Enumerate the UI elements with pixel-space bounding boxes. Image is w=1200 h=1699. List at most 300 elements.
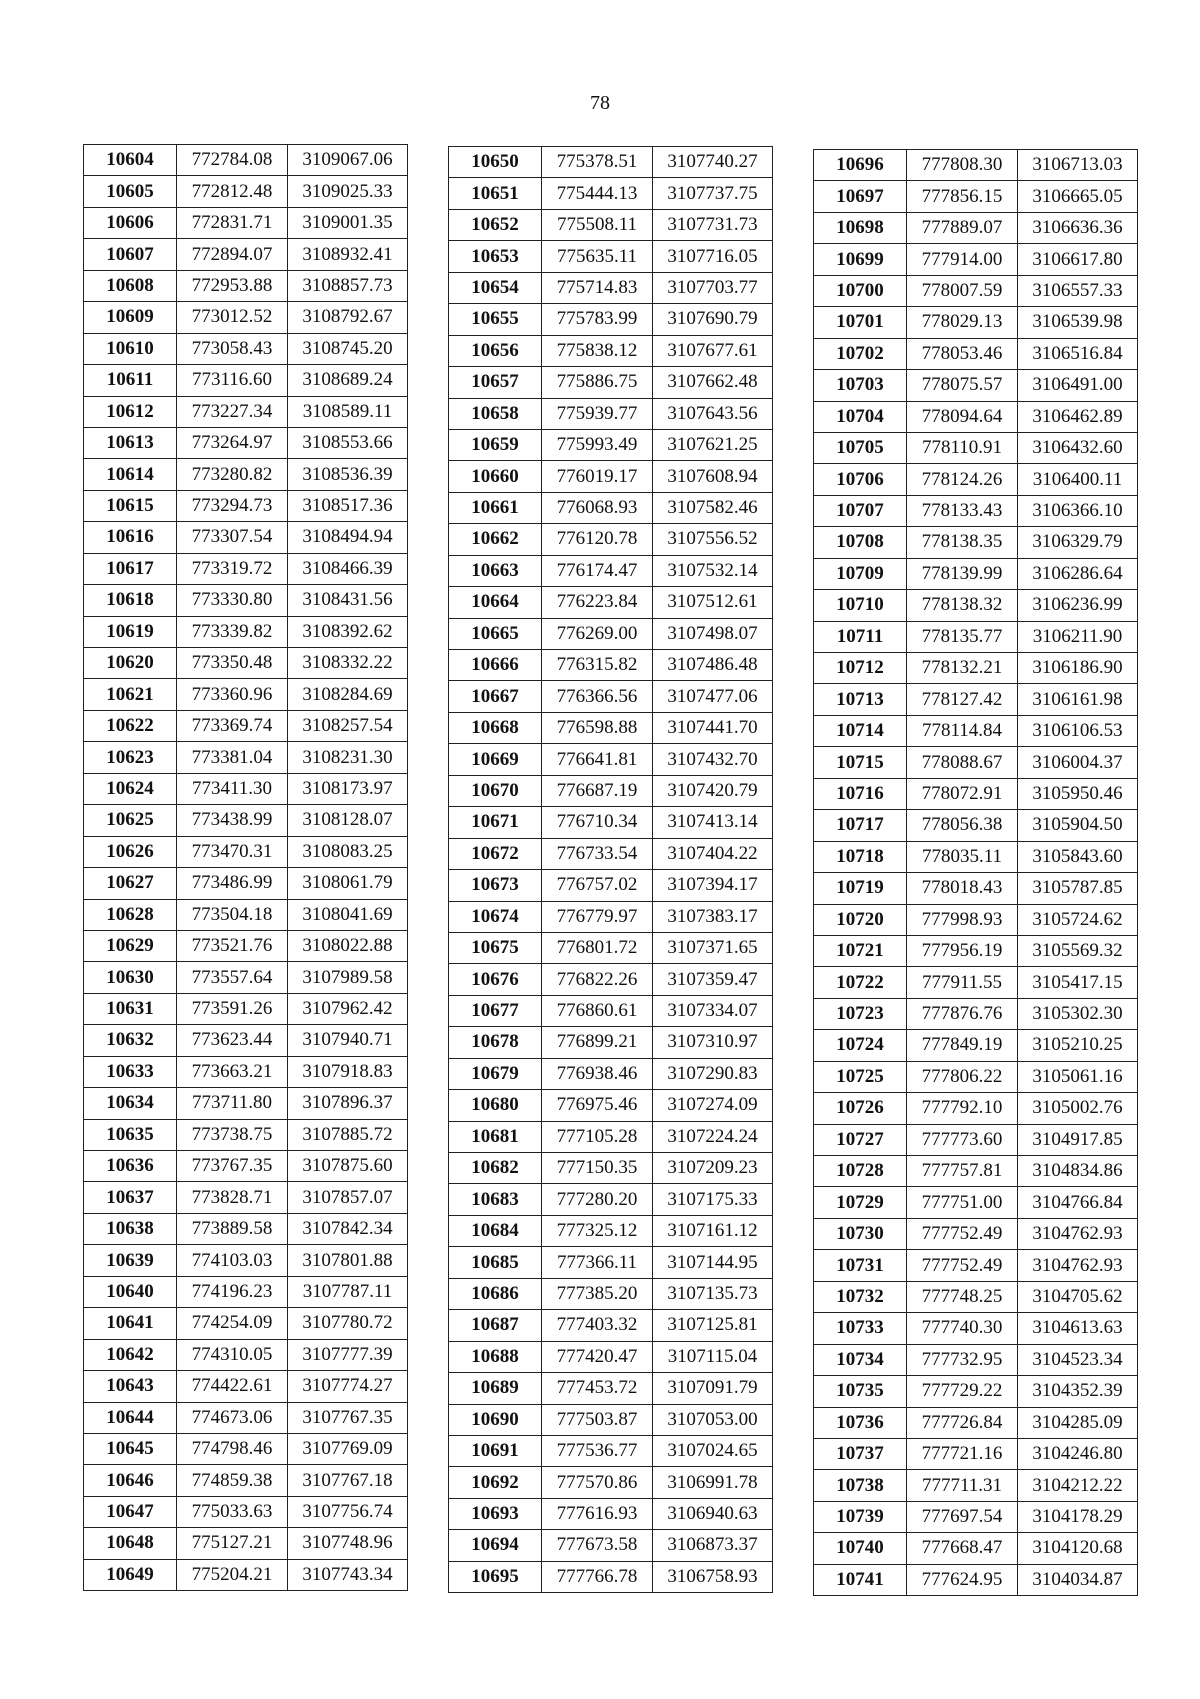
table-row: [814, 244, 1138, 275]
y-coordinate-cell: 3108041.69: [288, 899, 408, 930]
table-row: [449, 1090, 773, 1121]
point-number-cell: 10607: [84, 239, 177, 270]
point-number-cell: 10672: [449, 838, 542, 869]
table-row: [449, 524, 773, 555]
table-row: [84, 396, 408, 427]
point-number-cell: 10726: [814, 1093, 907, 1124]
point-number-cell: 10627: [84, 868, 177, 899]
table-row: [449, 555, 773, 586]
point-number-cell: 10641: [84, 1308, 177, 1339]
point-number-cell: 10738: [814, 1470, 907, 1501]
table-row: [84, 522, 408, 553]
x-coordinate-cell: 777673.58: [542, 1530, 653, 1561]
table-row: [84, 302, 408, 333]
y-coordinate-cell: 3106366.10: [1018, 495, 1138, 526]
x-coordinate-cell: 777105.28: [542, 1121, 653, 1152]
point-number-cell: 10715: [814, 747, 907, 778]
x-coordinate-cell: 778075.57: [907, 370, 1018, 401]
page-number: 78: [590, 92, 610, 114]
y-coordinate-cell: 3106539.98: [1018, 307, 1138, 338]
table-row: [814, 810, 1138, 841]
table-row: [449, 681, 773, 712]
table-row: [449, 587, 773, 618]
x-coordinate-cell: 777773.60: [907, 1124, 1018, 1155]
y-coordinate-cell: 3106617.80: [1018, 244, 1138, 275]
y-coordinate-cell: 3107716.05: [653, 241, 773, 272]
x-coordinate-cell: 775635.11: [542, 241, 653, 272]
x-coordinate-cell: 776120.78: [542, 524, 653, 555]
y-coordinate-cell: 3107274.09: [653, 1090, 773, 1121]
point-number-cell: 10621: [84, 679, 177, 710]
table-row: [814, 1376, 1138, 1407]
table-row: [449, 1498, 773, 1529]
table-row: [84, 836, 408, 867]
x-coordinate-cell: 774673.06: [177, 1402, 288, 1433]
y-coordinate-cell: 3107777.39: [288, 1339, 408, 1370]
point-number-cell: 10643: [84, 1371, 177, 1402]
x-coordinate-cell: 772784.08: [177, 145, 288, 176]
point-number-cell: 10656: [449, 335, 542, 366]
x-coordinate-cell: 777806.22: [907, 1061, 1018, 1092]
point-number-cell: 10719: [814, 873, 907, 904]
table-row: [814, 338, 1138, 369]
y-coordinate-cell: 3108589.11: [288, 396, 408, 427]
y-coordinate-cell: 3106713.03: [1018, 150, 1138, 181]
y-coordinate-cell: 3107940.71: [288, 1025, 408, 1056]
y-coordinate-cell: 3107774.27: [288, 1371, 408, 1402]
x-coordinate-cell: 773504.18: [177, 899, 288, 930]
y-coordinate-cell: 3106106.53: [1018, 715, 1138, 746]
table-row: [449, 1027, 773, 1058]
x-coordinate-cell: 773058.43: [177, 333, 288, 364]
x-coordinate-cell: 778138.32: [907, 590, 1018, 621]
point-number-cell: 10653: [449, 241, 542, 272]
table-row: [84, 239, 408, 270]
x-coordinate-cell: 777150.35: [542, 1153, 653, 1184]
x-coordinate-cell: 773486.99: [177, 868, 288, 899]
table-row: [814, 1438, 1138, 1469]
y-coordinate-cell: 3108022.88: [288, 930, 408, 961]
y-coordinate-cell: 3107677.61: [653, 335, 773, 366]
x-coordinate-cell: 777721.16: [907, 1438, 1018, 1469]
point-number-cell: 10655: [449, 304, 542, 335]
y-coordinate-cell: 3107532.14: [653, 555, 773, 586]
y-coordinate-cell: 3107582.46: [653, 492, 773, 523]
point-number-cell: 10647: [84, 1496, 177, 1527]
y-coordinate-cell: 3107404.22: [653, 838, 773, 869]
x-coordinate-cell: 773319.72: [177, 553, 288, 584]
point-number-cell: 10674: [449, 901, 542, 932]
x-coordinate-cell: 772812.48: [177, 176, 288, 207]
x-coordinate-cell: 777732.95: [907, 1344, 1018, 1375]
table-row: [449, 1121, 773, 1152]
table-row: [814, 715, 1138, 746]
y-coordinate-cell: 3107209.23: [653, 1153, 773, 1184]
x-coordinate-cell: 776975.46: [542, 1090, 653, 1121]
table-row: [84, 333, 408, 364]
x-coordinate-cell: 775714.83: [542, 272, 653, 303]
x-coordinate-cell: 778124.26: [907, 464, 1018, 495]
x-coordinate-cell: 777385.20: [542, 1278, 653, 1309]
table-row: [84, 616, 408, 647]
y-coordinate-cell: 3107896.37: [288, 1088, 408, 1119]
y-coordinate-cell: 3108083.25: [288, 836, 408, 867]
point-number-cell: 10617: [84, 553, 177, 584]
point-number-cell: 10645: [84, 1433, 177, 1464]
y-coordinate-cell: 3107801.88: [288, 1245, 408, 1276]
y-coordinate-cell: 3107740.27: [653, 147, 773, 178]
table-row: [84, 459, 408, 490]
point-number-cell: 10694: [449, 1530, 542, 1561]
point-number-cell: 10619: [84, 616, 177, 647]
x-coordinate-cell: 776899.21: [542, 1027, 653, 1058]
table-row: [814, 1093, 1138, 1124]
y-coordinate-cell: 3107441.70: [653, 712, 773, 743]
x-coordinate-cell: 773623.44: [177, 1025, 288, 1056]
table-row: [84, 207, 408, 238]
table-row: [84, 648, 408, 679]
y-coordinate-cell: 3105843.60: [1018, 841, 1138, 872]
x-coordinate-cell: 777766.78: [542, 1561, 653, 1592]
y-coordinate-cell: 3107161.12: [653, 1215, 773, 1246]
table-row: [449, 429, 773, 460]
point-number-cell: 10614: [84, 459, 177, 490]
table-row: [84, 773, 408, 804]
table-row: [84, 1119, 408, 1150]
coordinate-table-1: [83, 144, 408, 1591]
y-coordinate-cell: 3107767.35: [288, 1402, 408, 1433]
point-number-cell: 10708: [814, 527, 907, 558]
table-row: [449, 712, 773, 743]
point-number-cell: 10615: [84, 490, 177, 521]
x-coordinate-cell: 778138.35: [907, 527, 1018, 558]
x-coordinate-cell: 773294.73: [177, 490, 288, 521]
y-coordinate-cell: 3107748.96: [288, 1528, 408, 1559]
y-coordinate-cell: 3109067.06: [288, 145, 408, 176]
point-number-cell: 10714: [814, 715, 907, 746]
x-coordinate-cell: 772953.88: [177, 270, 288, 301]
table-row: [449, 1058, 773, 1089]
table-row: [449, 1341, 773, 1372]
y-coordinate-cell: 3107310.97: [653, 1027, 773, 1058]
x-coordinate-cell: 777757.81: [907, 1156, 1018, 1187]
point-number-cell: 10666: [449, 650, 542, 681]
table-row: [84, 585, 408, 616]
x-coordinate-cell: 777420.47: [542, 1341, 653, 1372]
table-row: [449, 1247, 773, 1278]
table-row: [84, 427, 408, 458]
x-coordinate-cell: 777403.32: [542, 1310, 653, 1341]
table-row: [84, 742, 408, 773]
table-row: [449, 1153, 773, 1184]
point-number-cell: 10665: [449, 618, 542, 649]
table-row: [84, 868, 408, 899]
table-row: [449, 838, 773, 869]
point-number-cell: 10706: [814, 464, 907, 495]
table-row: [449, 901, 773, 932]
point-number-cell: 10659: [449, 429, 542, 460]
x-coordinate-cell: 773470.31: [177, 836, 288, 867]
y-coordinate-cell: 3107989.58: [288, 962, 408, 993]
table-row: [84, 1465, 408, 1496]
point-number-cell: 10728: [814, 1156, 907, 1187]
point-number-cell: 10608: [84, 270, 177, 301]
y-coordinate-cell: 3108128.07: [288, 805, 408, 836]
x-coordinate-cell: 777914.00: [907, 244, 1018, 275]
table-row: [814, 967, 1138, 998]
y-coordinate-cell: 3108392.62: [288, 616, 408, 647]
y-coordinate-cell: 3106004.37: [1018, 747, 1138, 778]
x-coordinate-cell: 773411.30: [177, 773, 288, 804]
y-coordinate-cell: 3105061.16: [1018, 1061, 1138, 1092]
x-coordinate-cell: 776733.54: [542, 838, 653, 869]
point-number-cell: 10723: [814, 998, 907, 1029]
x-coordinate-cell: 777856.15: [907, 181, 1018, 212]
y-coordinate-cell: 3106286.64: [1018, 558, 1138, 589]
x-coordinate-cell: 776822.26: [542, 964, 653, 995]
y-coordinate-cell: 3107690.79: [653, 304, 773, 335]
y-coordinate-cell: 3107885.72: [288, 1119, 408, 1150]
table-row: [449, 807, 773, 838]
x-coordinate-cell: 778114.84: [907, 715, 1018, 746]
x-coordinate-cell: 775033.63: [177, 1496, 288, 1527]
y-coordinate-cell: 3105302.30: [1018, 998, 1138, 1029]
table-row: [814, 1061, 1138, 1092]
x-coordinate-cell: 778035.11: [907, 841, 1018, 872]
y-coordinate-cell: 3107743.34: [288, 1559, 408, 1590]
point-number-cell: 10692: [449, 1467, 542, 1498]
x-coordinate-cell: 777849.19: [907, 1030, 1018, 1061]
point-number-cell: 10622: [84, 710, 177, 741]
x-coordinate-cell: 777876.76: [907, 998, 1018, 1029]
y-coordinate-cell: 3107756.74: [288, 1496, 408, 1527]
table-row: [814, 1407, 1138, 1438]
table-row: [84, 145, 408, 176]
table-row: [84, 930, 408, 961]
table-row: [84, 1308, 408, 1339]
point-number-cell: 10612: [84, 396, 177, 427]
table-row: [449, 335, 773, 366]
y-coordinate-cell: 3108284.69: [288, 679, 408, 710]
point-number-cell: 10717: [814, 810, 907, 841]
point-number-cell: 10705: [814, 432, 907, 463]
y-coordinate-cell: 3107737.75: [653, 178, 773, 209]
x-coordinate-cell: 777711.31: [907, 1470, 1018, 1501]
table-row: [814, 1533, 1138, 1564]
table-row: [814, 464, 1138, 495]
x-coordinate-cell: 778088.67: [907, 747, 1018, 778]
y-coordinate-cell: 3107371.65: [653, 932, 773, 963]
point-number-cell: 10675: [449, 932, 542, 963]
table-row: [814, 1564, 1138, 1595]
point-number-cell: 10740: [814, 1533, 907, 1564]
table-row: [814, 1124, 1138, 1155]
y-coordinate-cell: 3107224.24: [653, 1121, 773, 1152]
y-coordinate-cell: 3106400.11: [1018, 464, 1138, 495]
x-coordinate-cell: 776687.19: [542, 775, 653, 806]
y-coordinate-cell: 3106432.60: [1018, 432, 1138, 463]
point-number-cell: 10662: [449, 524, 542, 555]
y-coordinate-cell: 3104705.62: [1018, 1281, 1138, 1312]
table-row: [449, 995, 773, 1026]
y-coordinate-cell: 3106186.90: [1018, 653, 1138, 684]
x-coordinate-cell: 778139.99: [907, 558, 1018, 589]
y-coordinate-cell: 3107175.33: [653, 1184, 773, 1215]
table-row: [449, 1561, 773, 1592]
x-coordinate-cell: 778053.46: [907, 338, 1018, 369]
x-coordinate-cell: 777956.19: [907, 935, 1018, 966]
point-number-cell: 10701: [814, 307, 907, 338]
y-coordinate-cell: 3107769.09: [288, 1433, 408, 1464]
x-coordinate-cell: 773012.52: [177, 302, 288, 333]
x-coordinate-cell: 776068.93: [542, 492, 653, 523]
point-number-cell: 10631: [84, 993, 177, 1024]
point-number-cell: 10718: [814, 841, 907, 872]
y-coordinate-cell: 3104834.86: [1018, 1156, 1138, 1187]
point-number-cell: 10690: [449, 1404, 542, 1435]
table-row: [814, 558, 1138, 589]
point-number-cell: 10673: [449, 870, 542, 901]
table-row: [84, 993, 408, 1024]
y-coordinate-cell: 3107334.07: [653, 995, 773, 1026]
point-number-cell: 10688: [449, 1341, 542, 1372]
point-number-cell: 10651: [449, 178, 542, 209]
table-row: [814, 401, 1138, 432]
x-coordinate-cell: 777726.84: [907, 1407, 1018, 1438]
coordinate-table-2: [448, 146, 773, 1593]
table-row: [449, 147, 773, 178]
y-coordinate-cell: 3107290.83: [653, 1058, 773, 1089]
x-coordinate-cell: 773521.76: [177, 930, 288, 961]
table-row: [449, 618, 773, 649]
y-coordinate-cell: 3107556.52: [653, 524, 773, 555]
table-row: [449, 650, 773, 681]
y-coordinate-cell: 3108792.67: [288, 302, 408, 333]
y-coordinate-cell: 3107643.56: [653, 398, 773, 429]
y-coordinate-cell: 3108466.39: [288, 553, 408, 584]
point-number-cell: 10633: [84, 1056, 177, 1087]
y-coordinate-cell: 3107125.81: [653, 1310, 773, 1341]
x-coordinate-cell: 777751.00: [907, 1187, 1018, 1218]
point-number-cell: 10686: [449, 1278, 542, 1309]
x-coordinate-cell: 776019.17: [542, 461, 653, 492]
table-row: [814, 1313, 1138, 1344]
y-coordinate-cell: 3107608.94: [653, 461, 773, 492]
table-row: [814, 904, 1138, 935]
x-coordinate-cell: 777280.20: [542, 1184, 653, 1215]
x-coordinate-cell: 773663.21: [177, 1056, 288, 1087]
table-row: [814, 590, 1138, 621]
y-coordinate-cell: 3107144.95: [653, 1247, 773, 1278]
y-coordinate-cell: 3108553.66: [288, 427, 408, 458]
table-row: [84, 805, 408, 836]
table-row: [814, 1187, 1138, 1218]
x-coordinate-cell: 774859.38: [177, 1465, 288, 1496]
y-coordinate-cell: 3106873.37: [653, 1530, 773, 1561]
y-coordinate-cell: 3104523.34: [1018, 1344, 1138, 1375]
point-number-cell: 10658: [449, 398, 542, 429]
y-coordinate-cell: 3104034.87: [1018, 1564, 1138, 1595]
x-coordinate-cell: 777808.30: [907, 150, 1018, 181]
point-number-cell: 10644: [84, 1402, 177, 1433]
table-row: [814, 1470, 1138, 1501]
x-coordinate-cell: 775939.77: [542, 398, 653, 429]
x-coordinate-cell: 774103.03: [177, 1245, 288, 1276]
table-row: [449, 964, 773, 995]
y-coordinate-cell: 3106161.98: [1018, 684, 1138, 715]
table-row: [449, 932, 773, 963]
y-coordinate-cell: 3107115.04: [653, 1341, 773, 1372]
x-coordinate-cell: 773889.58: [177, 1213, 288, 1244]
x-coordinate-cell: 773280.82: [177, 459, 288, 490]
point-number-cell: 10684: [449, 1215, 542, 1246]
x-coordinate-cell: 773381.04: [177, 742, 288, 773]
table-row: [449, 744, 773, 775]
x-coordinate-cell: 777366.11: [542, 1247, 653, 1278]
y-coordinate-cell: 3107857.07: [288, 1182, 408, 1213]
point-number-cell: 10638: [84, 1213, 177, 1244]
y-coordinate-cell: 3107731.73: [653, 209, 773, 240]
point-number-cell: 10736: [814, 1407, 907, 1438]
x-coordinate-cell: 775508.11: [542, 209, 653, 240]
x-coordinate-cell: 775783.99: [542, 304, 653, 335]
table-row: [449, 1435, 773, 1466]
table-row: [449, 1467, 773, 1498]
y-coordinate-cell: 3107962.42: [288, 993, 408, 1024]
point-number-cell: 10652: [449, 209, 542, 240]
table-row: [84, 1559, 408, 1590]
table-row: [84, 1245, 408, 1276]
point-number-cell: 10618: [84, 585, 177, 616]
point-number-cell: 10610: [84, 333, 177, 364]
x-coordinate-cell: 777697.54: [907, 1501, 1018, 1532]
y-coordinate-cell: 3107621.25: [653, 429, 773, 460]
x-coordinate-cell: 778110.91: [907, 432, 1018, 463]
point-number-cell: 10648: [84, 1528, 177, 1559]
point-number-cell: 10664: [449, 587, 542, 618]
x-coordinate-cell: 773307.54: [177, 522, 288, 553]
x-coordinate-cell: 778094.64: [907, 401, 1018, 432]
table-row: [449, 1310, 773, 1341]
y-coordinate-cell: 3107359.47: [653, 964, 773, 995]
table-row: [814, 841, 1138, 872]
point-number-cell: 10695: [449, 1561, 542, 1592]
point-number-cell: 10709: [814, 558, 907, 589]
y-coordinate-cell: 3107662.48: [653, 367, 773, 398]
point-number-cell: 10654: [449, 272, 542, 303]
x-coordinate-cell: 778007.59: [907, 275, 1018, 306]
x-coordinate-cell: 773264.97: [177, 427, 288, 458]
x-coordinate-cell: 775127.21: [177, 1528, 288, 1559]
table-row: [84, 1339, 408, 1370]
table-row: [814, 653, 1138, 684]
table-row: [814, 621, 1138, 652]
x-coordinate-cell: 774422.61: [177, 1371, 288, 1402]
point-number-cell: 10678: [449, 1027, 542, 1058]
x-coordinate-cell: 776801.72: [542, 932, 653, 963]
y-coordinate-cell: 3107512.61: [653, 587, 773, 618]
y-coordinate-cell: 3108536.39: [288, 459, 408, 490]
point-number-cell: 10616: [84, 522, 177, 553]
table-row: [84, 1371, 408, 1402]
y-coordinate-cell: 3107918.83: [288, 1056, 408, 1087]
table-row: [84, 1025, 408, 1056]
point-number-cell: 10671: [449, 807, 542, 838]
x-coordinate-cell: 778132.21: [907, 653, 1018, 684]
y-coordinate-cell: 3107091.79: [653, 1373, 773, 1404]
y-coordinate-cell: 3108689.24: [288, 365, 408, 396]
x-coordinate-cell: 775838.12: [542, 335, 653, 366]
